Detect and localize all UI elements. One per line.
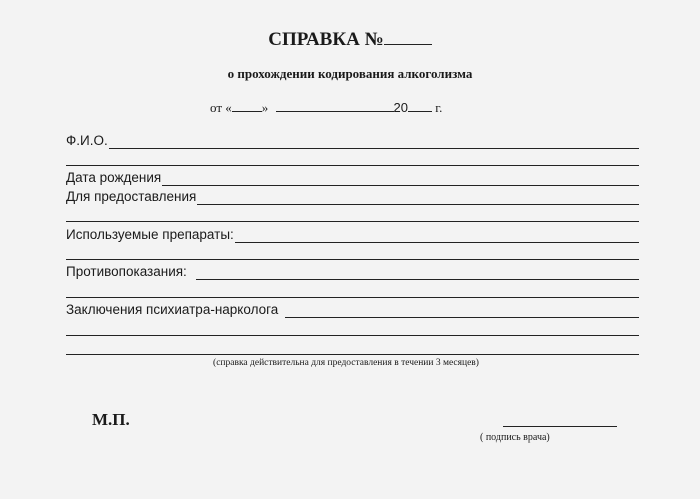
psychiatrist-conclusion-row xyxy=(66,300,639,318)
document-subtitle: о прохождении кодирования алкоголизма xyxy=(227,66,473,81)
birth-date-row xyxy=(66,168,639,186)
contraindications-field[interactable] xyxy=(196,265,639,280)
contraindications-row xyxy=(66,262,639,280)
fio-field[interactable] xyxy=(109,134,639,149)
fio-row xyxy=(66,131,639,149)
validity-note-text: (справка действительна для предоставления в течении 3 месяцев) xyxy=(213,358,479,368)
month-blank[interactable] xyxy=(276,99,394,112)
drugs-used-label: Используемые препараты: xyxy=(66,227,234,242)
birth-date-label: Дата рождения xyxy=(66,170,162,185)
doctor-signature-caption: ( подпись врача) xyxy=(480,432,550,443)
psychiatrist-conclusion-extra-line-1[interactable] xyxy=(66,335,639,336)
birth-date-field[interactable] xyxy=(162,171,639,186)
psychiatrist-conclusion-field[interactable] xyxy=(285,303,639,318)
date-line xyxy=(210,99,442,116)
for-presentation-label: Для предоставления xyxy=(66,189,197,204)
day-blank[interactable] xyxy=(232,99,262,112)
year-prefix: 20 xyxy=(393,100,408,115)
validity-note xyxy=(0,358,700,368)
for-presentation-extra-line[interactable] xyxy=(66,221,639,222)
fio-extra-line[interactable] xyxy=(66,165,639,166)
doctor-signature-line[interactable] xyxy=(503,426,617,427)
year-suffix: г. xyxy=(435,100,443,115)
date-quote-close: » xyxy=(261,100,269,115)
drugs-used-row xyxy=(66,225,639,243)
fio-label: Ф.И.О. xyxy=(66,133,108,148)
contraindications-extra-line[interactable] xyxy=(66,297,639,298)
contraindications-label: Противопоказания: xyxy=(66,264,187,279)
for-presentation-field[interactable] xyxy=(197,190,639,205)
for-presentation-row xyxy=(66,187,639,205)
date-prefix: от « xyxy=(210,100,232,115)
psychiatrist-conclusion-label: Заключения психиатра-нарколога xyxy=(66,302,279,317)
year-blank[interactable] xyxy=(408,99,432,112)
stamp-place-label: М.П. xyxy=(92,410,130,429)
drugs-used-extra-line[interactable] xyxy=(66,259,639,260)
drugs-used-field[interactable] xyxy=(235,228,639,243)
certificate-number-blank[interactable] xyxy=(384,28,432,45)
document-title xyxy=(0,28,700,51)
psychiatrist-conclusion-extra-line-2[interactable] xyxy=(66,354,639,355)
title-text: СПРАВКА № xyxy=(268,29,384,50)
